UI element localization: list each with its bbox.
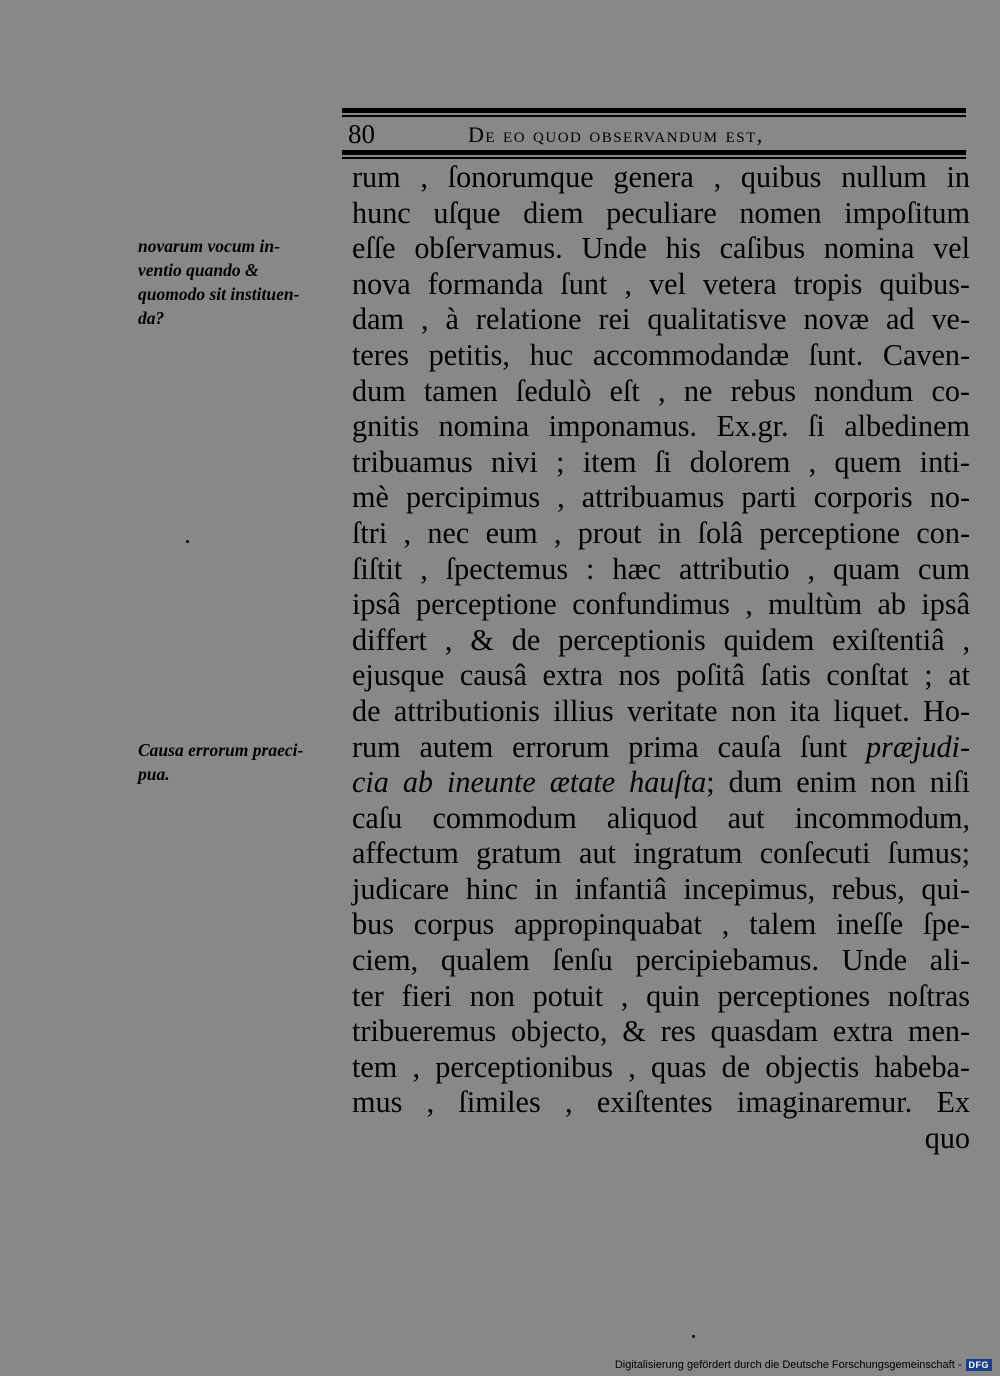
text-line: eſſe obſervamus. Unde his caſibus nomina vel bbox=[352, 231, 970, 266]
margin-note-line: da? bbox=[138, 308, 165, 328]
text-line: teres petitis, huc accommodandæ ſunt. Caven- bbox=[352, 337, 970, 372]
text-line bbox=[352, 765, 970, 801]
running-head bbox=[342, 115, 966, 149]
text-line: ciem, qualem ſenſu percipiebamus. Unde ali- bbox=[352, 943, 970, 978]
text-line: gnitis nomina imponamus. Ex.gr. ſi albedinem bbox=[352, 409, 970, 444]
ink-speck bbox=[186, 540, 189, 543]
text-segment: ; dum enim non niſi bbox=[706, 765, 970, 800]
text-line: ter fieri non potuit , quin perceptiones noſtras bbox=[352, 978, 970, 1013]
header-rule-top bbox=[342, 108, 966, 113]
text-line: ejusque causâ extra nos poſitâ ſatis conſtat ; at bbox=[352, 658, 970, 693]
text-segment: rum autem errorum prima cauſa ſunt bbox=[352, 729, 866, 764]
text-line: ipsâ perceptione confundimus , multùm ab ipsâ bbox=[352, 587, 970, 622]
text-line: caſu commodum aliquod aut incommodum, bbox=[352, 800, 970, 835]
text-line: tem , perceptionibus , quas de objectis habeba- bbox=[352, 1049, 970, 1084]
text-line: ſtri , nec eum , prout in ſolâ perceptione con- bbox=[352, 515, 970, 550]
credit-text: Digitalisierung gefördert durch die Deutsche Forschungsgemeinschaft - bbox=[614, 1359, 962, 1371]
text-line bbox=[352, 730, 970, 766]
header-rule-bottom-thin bbox=[342, 157, 966, 159]
ink-speck bbox=[692, 1335, 695, 1338]
text-line: nova formanda ſunt , vel vetera tropis quibus- bbox=[352, 266, 970, 301]
text-line: tribueremus objecto, & res quasdam extra men- bbox=[352, 1014, 970, 1049]
text-line: dum tamen ſedulò eſt , ne rebus nondum co- bbox=[352, 373, 970, 408]
digitization-credit bbox=[615, 1358, 992, 1372]
margin-note-line: pua. bbox=[138, 764, 170, 784]
margin-note-new-words bbox=[138, 234, 348, 330]
header-rule-bottom bbox=[342, 150, 966, 155]
text-line: ſiſtit , ſpectemus : hæc attributio , quam cum bbox=[352, 551, 970, 586]
text-line: bus corpus appropinquabat , talem ineſſe ſpe- bbox=[352, 907, 970, 942]
text-line: rum , ſonorumque genera , quibus nullum in bbox=[352, 160, 970, 194]
italic-phrase: præjudi- bbox=[866, 729, 970, 764]
margin-note-causes-of-error bbox=[138, 738, 348, 786]
italic-phrase: cia ab ineunte ætate hauſta bbox=[352, 765, 707, 800]
margin-note-line: ventio quando & bbox=[138, 260, 259, 280]
text-line: mè percipimus , attribuamus parti corporis no- bbox=[352, 480, 970, 515]
body-text bbox=[352, 160, 970, 1157]
catchword: quo bbox=[924, 1121, 970, 1156]
text-line: mus , ſimiles , exiſtentes imaginaremur. Ex bbox=[352, 1085, 970, 1120]
text-line: dam , à relatione rei qualitatisve novæ ad ve- bbox=[352, 302, 970, 337]
page-number: 80 bbox=[348, 119, 375, 149]
text-line: judicare hinc in infantiâ incepimus, rebus, qui- bbox=[352, 871, 970, 906]
text-line: tribuamus nivi ; item ſi dolorem , quem inti- bbox=[352, 444, 970, 479]
text-line: affectum gratum aut ingratum conſecuti ſumus; bbox=[352, 836, 970, 871]
margin-note-line: quomodo sit instituen- bbox=[138, 284, 300, 304]
dfg-logo: DFG bbox=[966, 1359, 993, 1371]
margin-note-line: novarum vocum in- bbox=[138, 236, 280, 256]
margin-note-line: Causa errorum praeci- bbox=[138, 740, 304, 760]
text-line: hunc uſque diem peculiare nomen impoſitum bbox=[352, 195, 970, 230]
page-title: De eo quod observandum est, bbox=[468, 122, 764, 147]
text-line: differt , & de perceptionis quidem exiſtentiâ , bbox=[352, 622, 970, 657]
text-line: de attributionis illius veritate non ita liquet. Ho- bbox=[352, 693, 970, 728]
